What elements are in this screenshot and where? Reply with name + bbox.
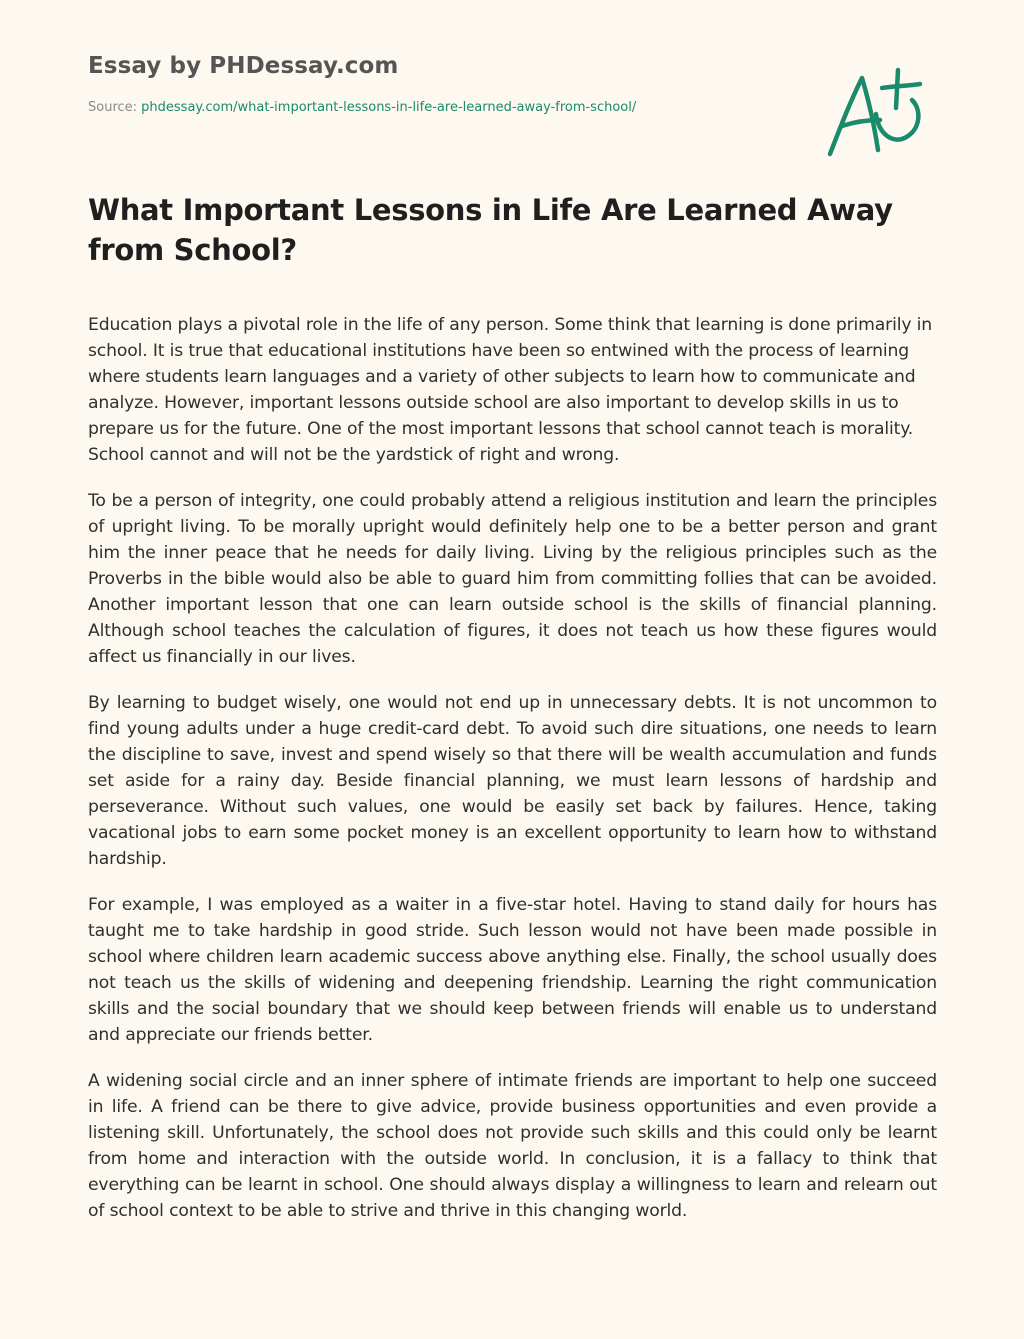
source-label: Source: bbox=[88, 100, 142, 115]
source-link[interactable]: phdessay.com/what-important-lessons-in-life-are-learned-away-from-school/ bbox=[141, 100, 637, 115]
essay-paragraph: To be a person of integrity, one could probably attend a religious institution and learn the principles of upright living. To be morally upright would definitely help one to be a better person and grant him the inner peace that he needs for daily living. Living by the religious principles such as the Proverbs in the bible would also be able to guard him from committing follies that can be avoided. Another important lesson that one can learn outside school is the skills of financial planning. Although school teaches the calculation of figures, it does not teach us how these figures would affect us financially in our lives. bbox=[88, 491, 937, 667]
essay-paragraph: A widening social circle and an inner sphere of intimate friends are important to help one succeed in life. A friend can be there to give advice, provide business opportunities and even provide a listening skill. Unfortunately, the school does not provide such skills and this could only be learnt from home and interaction with the outside world. In conclusion, it is a fallacy to think that everything can be learnt in school. One should always display a willingness to learn and relearn out of school context to be able to strive and thrive in this changing world. bbox=[88, 1071, 937, 1221]
essay-paragraph: By learning to budget wisely, one would not end up in unnecessary debts. It is not uncommon to find young adults under a huge credit-card debt. To avoid such dire situations, one needs to learn the discipline to save, invest and spend wisely so that there will be wealth accumulation and funds set aside for a rainy day. Beside financial planning, we must learn lessons of hardship and perseverance. Without such values, one would be easily set back by failures. Hence, taking vacational jobs to earn some pocket money is an excellent opportunity to learn how to withstand hardship. bbox=[88, 693, 937, 869]
plus-horizontal bbox=[882, 84, 920, 88]
a-plus-grade-icon bbox=[824, 66, 928, 160]
essay-paragraph: Education plays a pivotal role in the life of any person. Some think that learning is done primarily in school. It is true that educational institutions have been so entwined with the process of learning where students learn languages and a variety of other subjects to learn how to communicate and analyze. However, important lessons outside school are also important to develop skills in us to prepare us for the future. One of the most important lessons that school cannot teach is morality. School cannot and will not be the yardstick of right and wrong. bbox=[88, 315, 933, 465]
source-line bbox=[88, 99, 788, 117]
letter-a-stroke bbox=[830, 78, 878, 154]
essay-paragraph: For example, I was employed as a waiter in a five-star hotel. Having to stand daily for hours has taught me to take hardship in good stride. Such lesson would not have been made possible in school where children learn academic success above anything else. Finally, the school usually does not teach us the skills of widening and deepening friendship. Learning the right communication skills and the social boundary that we should keep between friends will enable us to understand and appreciate our friends better. bbox=[88, 895, 937, 1045]
essay-title: What Important Lessons in Life Are Learned Away from School? bbox=[88, 193, 893, 267]
essay-body bbox=[88, 312, 937, 1244]
site-header bbox=[88, 50, 788, 117]
brand-title: Essay by PHDessay.com bbox=[88, 53, 399, 79]
plus-vertical bbox=[896, 70, 898, 108]
